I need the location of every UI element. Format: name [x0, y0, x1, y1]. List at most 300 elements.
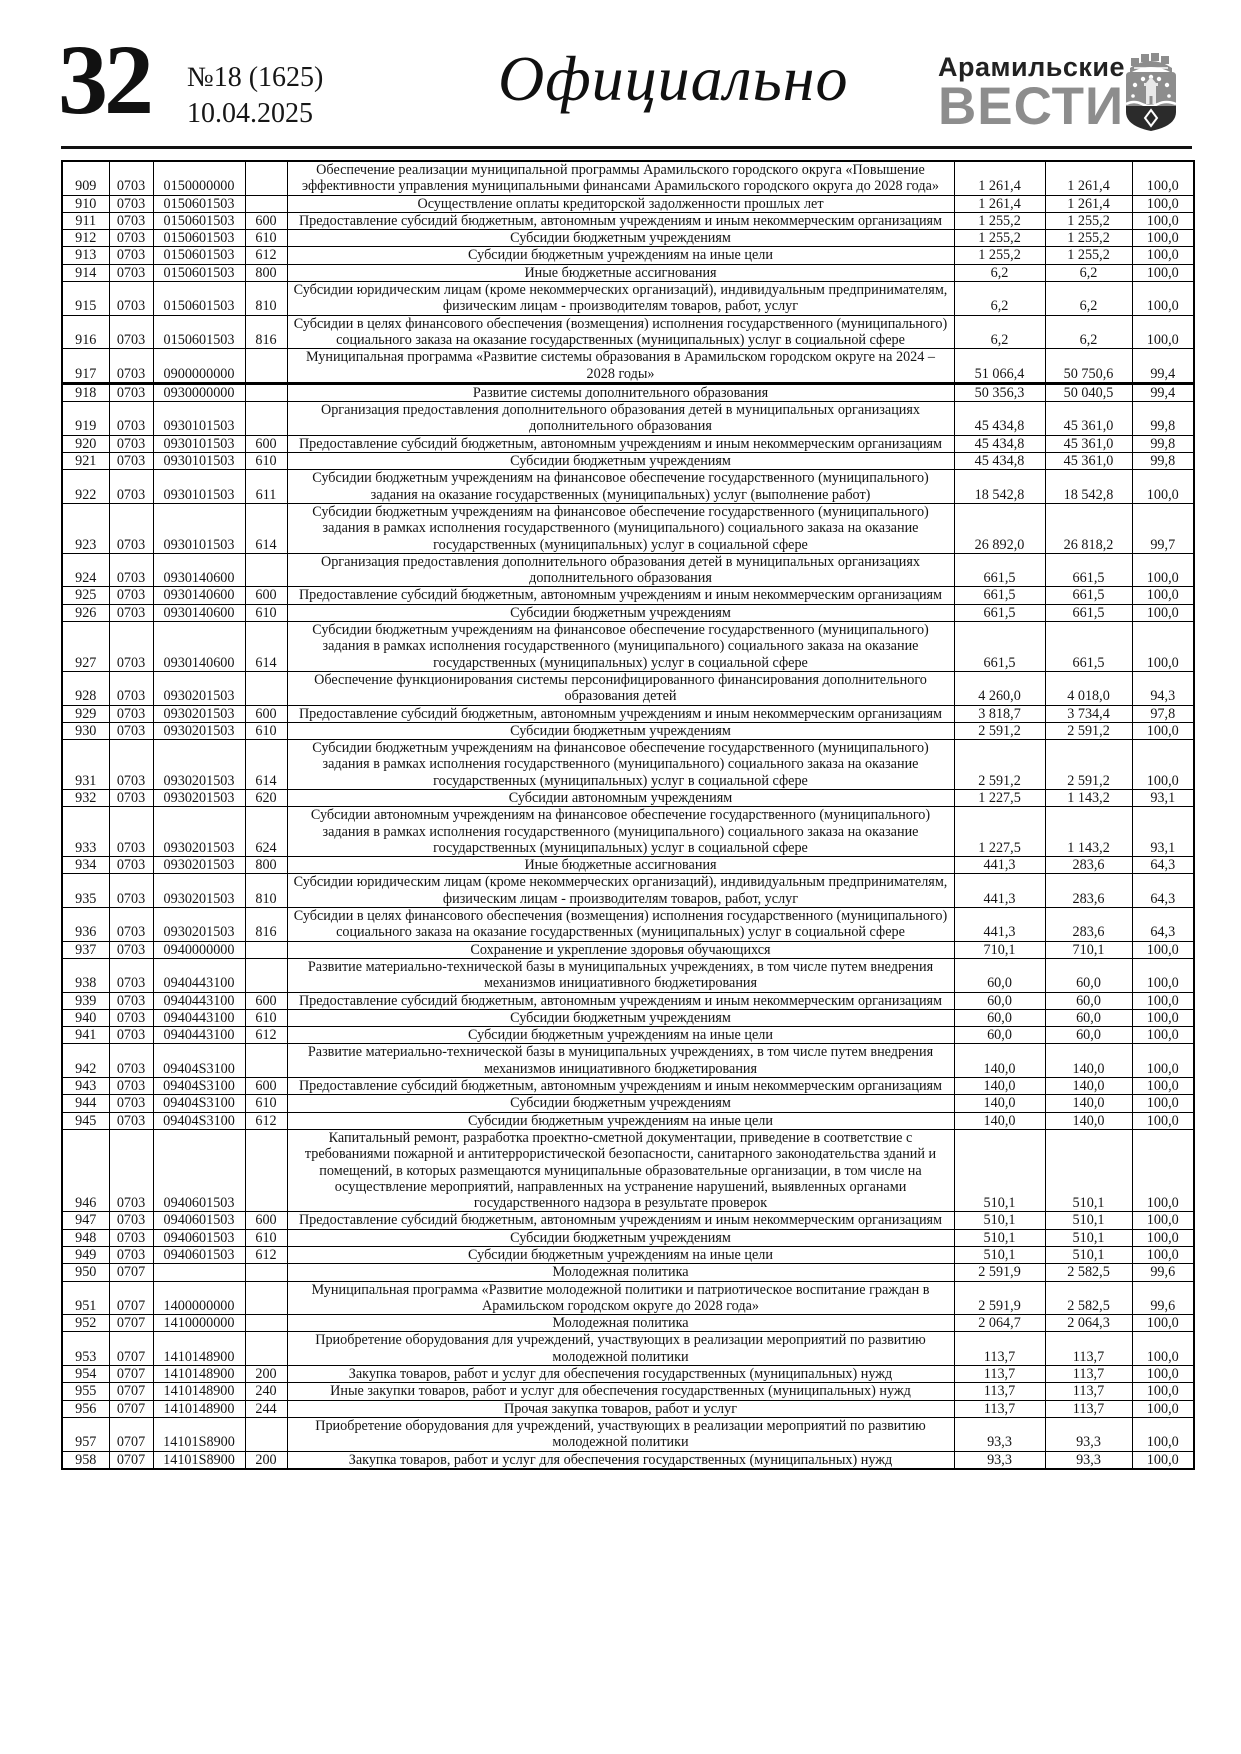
table-row	[62, 402, 1194, 436]
cell-executed-amount: 661,5	[1045, 553, 1132, 587]
cell-section-code: 0707	[109, 1451, 153, 1469]
cell-executed-amount: 510,1	[1045, 1129, 1132, 1211]
cell-section-code: 0703	[109, 453, 153, 470]
cell-section-code: 0703	[109, 553, 153, 587]
cell-approved-amount: 93,3	[954, 1417, 1045, 1451]
cell-approved-amount: 661,5	[954, 553, 1045, 587]
cell-approved-amount: 60,0	[954, 958, 1045, 992]
cell-row-number: 924	[62, 553, 109, 587]
cell-name: Муниципальная программа «Развитие системы образования в Арамильском городском округе на 2024 – 2028 годы»	[287, 349, 954, 384]
cell-expense-type-code: 810	[245, 874, 287, 908]
cell-approved-amount: 2 591,9	[954, 1281, 1045, 1315]
cell-name: Субсидии бюджетным учреждениям на финансовое обеспечение государственного (муниципального) задания на оказание государственных (муниципальных) услуг (выполнение работ)	[287, 470, 954, 504]
cell-expense-type-code: 600	[245, 212, 287, 229]
cell-name: Предоставление субсидий бюджетным, автономным учреждениям и иным некоммерческим организациям	[287, 1078, 954, 1095]
cell-name: Субсидии юридическим лицам (кроме некоммерческих организаций), индивидуальным предпринимателям, физическим лицам - производителям товаров, работ, услуг	[287, 282, 954, 316]
cell-target-item-code: 0940443100	[153, 1027, 245, 1044]
cell-target-item-code: 0900000000	[153, 349, 245, 384]
cell-target-item-code: 0940601503	[153, 1247, 245, 1264]
cell-percent: 100,0	[1132, 1417, 1194, 1451]
cell-section-code: 0703	[109, 1112, 153, 1129]
table-row	[62, 908, 1194, 942]
cell-name: Субсидии бюджетным учреждениям	[287, 1095, 954, 1112]
cell-executed-amount: 283,6	[1045, 908, 1132, 942]
cell-name: Субсидии юридическим лицам (кроме некоммерческих организаций), индивидуальным предпринимателям, физическим лицам - производителям товаров, работ, услуг	[287, 874, 954, 908]
table-row	[62, 282, 1194, 316]
cell-percent: 100,0	[1132, 195, 1194, 212]
cell-target-item-code: 1410148900	[153, 1332, 245, 1366]
cell-approved-amount: 510,1	[954, 1247, 1045, 1264]
cell-approved-amount: 2 591,2	[954, 722, 1045, 739]
cell-row-number: 944	[62, 1095, 109, 1112]
cell-name: Молодежная политика	[287, 1315, 954, 1332]
cell-approved-amount: 26 892,0	[954, 503, 1045, 553]
cell-approved-amount: 140,0	[954, 1078, 1045, 1095]
cell-section-code: 0703	[109, 722, 153, 739]
cell-section-code: 0703	[109, 1044, 153, 1078]
cell-executed-amount: 2 582,5	[1045, 1264, 1132, 1281]
cell-target-item-code: 0930101503	[153, 470, 245, 504]
cell-percent: 100,0	[1132, 553, 1194, 587]
cell-percent: 94,3	[1132, 671, 1194, 705]
cell-percent: 100,0	[1132, 1383, 1194, 1400]
table-row	[62, 503, 1194, 553]
cell-executed-amount: 661,5	[1045, 604, 1132, 621]
cell-approved-amount: 113,7	[954, 1383, 1045, 1400]
cell-row-number: 917	[62, 349, 109, 384]
cell-expense-type-code: 624	[245, 807, 287, 857]
cell-percent: 100,0	[1132, 1027, 1194, 1044]
cell-expense-type-code: 600	[245, 992, 287, 1009]
cell-executed-amount: 140,0	[1045, 1078, 1132, 1095]
cell-name: Предоставление субсидий бюджетным, автономным учреждениям и иным некоммерческим организациям	[287, 212, 954, 229]
cell-target-item-code: 0930000000	[153, 383, 245, 401]
cell-section-code: 0703	[109, 503, 153, 553]
cell-approved-amount: 510,1	[954, 1129, 1045, 1211]
cell-approved-amount: 45 434,8	[954, 402, 1045, 436]
cell-section-code: 0703	[109, 1129, 153, 1211]
cell-executed-amount: 1 261,4	[1045, 195, 1132, 212]
table-row	[62, 1281, 1194, 1315]
cell-executed-amount: 60,0	[1045, 958, 1132, 992]
cell-section-code: 0703	[109, 941, 153, 958]
cell-section-code: 0703	[109, 1009, 153, 1026]
cell-section-code: 0703	[109, 908, 153, 942]
cell-name: Субсидии бюджетным учреждениям	[287, 453, 954, 470]
cell-section-code: 0703	[109, 1027, 153, 1044]
cell-expense-type-code: 611	[245, 470, 287, 504]
cell-target-item-code: 0150601503	[153, 195, 245, 212]
cell-section-code: 0703	[109, 604, 153, 621]
cell-approved-amount: 60,0	[954, 1009, 1045, 1026]
cell-expense-type-code: 612	[245, 1112, 287, 1129]
table-row	[62, 1315, 1194, 1332]
cell-target-item-code: 0930201503	[153, 908, 245, 942]
cell-row-number: 912	[62, 230, 109, 247]
cell-approved-amount: 1 261,4	[954, 161, 1045, 195]
cell-approved-amount: 2 591,2	[954, 740, 1045, 790]
cell-target-item-code: 09404S3100	[153, 1078, 245, 1095]
cell-row-number: 934	[62, 857, 109, 874]
cell-name: Обеспечение реализации муниципальной программы Арамильского городского округа «Повышение эффективности управления муниципальными финансами Арамильского городского округа до 2028 года»	[287, 161, 954, 195]
cell-executed-amount: 50 040,5	[1045, 383, 1132, 401]
cell-percent: 64,3	[1132, 857, 1194, 874]
cell-row-number: 943	[62, 1078, 109, 1095]
cell-approved-amount: 1 255,2	[954, 230, 1045, 247]
cell-row-number: 950	[62, 1264, 109, 1281]
cell-executed-amount: 45 361,0	[1045, 402, 1132, 436]
cell-percent: 100,0	[1132, 604, 1194, 621]
masthead-top-text: Арамильские	[938, 52, 1125, 82]
cell-percent: 100,0	[1132, 315, 1194, 349]
cell-target-item-code: 14101S8900	[153, 1451, 245, 1469]
cell-percent: 99,8	[1132, 435, 1194, 452]
cell-executed-amount: 1 143,2	[1045, 789, 1132, 806]
cell-approved-amount: 661,5	[954, 604, 1045, 621]
cell-target-item-code: 0150601503	[153, 282, 245, 316]
table-row	[62, 1451, 1194, 1469]
cell-expense-type-code	[245, 1417, 287, 1451]
table-row	[62, 722, 1194, 739]
cell-name: Обеспечение функционирования системы персонифицированного финансирования дополнительного образования детей	[287, 671, 954, 705]
cell-section-code: 0703	[109, 470, 153, 504]
cell-name: Молодежная политика	[287, 1264, 954, 1281]
table-row	[62, 453, 1194, 470]
cell-expense-type-code: 610	[245, 230, 287, 247]
table-row	[62, 247, 1194, 264]
cell-target-item-code	[153, 1264, 245, 1281]
cell-section-code: 0703	[109, 1247, 153, 1264]
cell-row-number: 915	[62, 282, 109, 316]
cell-section-code: 0707	[109, 1366, 153, 1383]
cell-name: Субсидии бюджетным учреждениям на финансовое обеспечение государственного (муниципального) задания в рамках исполнения государственного (муниципального) социального заказа на оказание государственных (муниципальных) услуг в социальной сфере	[287, 622, 954, 672]
cell-executed-amount: 1 255,2	[1045, 212, 1132, 229]
cell-executed-amount: 4 018,0	[1045, 671, 1132, 705]
cell-expense-type-code	[245, 383, 287, 401]
cell-section-code: 0707	[109, 1264, 153, 1281]
cell-section-code: 0703	[109, 195, 153, 212]
cell-name: Иные закупки товаров, работ и услуг для обеспечения государственных (муниципальных) нужд	[287, 1383, 954, 1400]
cell-row-number: 937	[62, 941, 109, 958]
cell-approved-amount: 1 255,2	[954, 247, 1045, 264]
cell-percent: 100,0	[1132, 247, 1194, 264]
cell-section-code: 0707	[109, 1332, 153, 1366]
cell-executed-amount: 510,1	[1045, 1247, 1132, 1264]
cell-expense-type-code: 244	[245, 1400, 287, 1417]
cell-name: Организация предоставления дополнительного образования детей в муниципальных организациях дополнительного образования	[287, 402, 954, 436]
cell-target-item-code: 0940601503	[153, 1129, 245, 1211]
table-row	[62, 383, 1194, 401]
cell-section-code: 0703	[109, 874, 153, 908]
cell-target-item-code: 0940000000	[153, 941, 245, 958]
cell-target-item-code: 0940443100	[153, 958, 245, 992]
table-row	[62, 1027, 1194, 1044]
cell-section-code: 0703	[109, 402, 153, 436]
cell-row-number: 932	[62, 789, 109, 806]
cell-target-item-code: 09404S3100	[153, 1112, 245, 1129]
cell-name: Иные бюджетные ассигнования	[287, 264, 954, 281]
cell-row-number: 909	[62, 161, 109, 195]
cell-row-number: 946	[62, 1129, 109, 1211]
cell-approved-amount: 6,2	[954, 264, 1045, 281]
cell-executed-amount: 1 261,4	[1045, 161, 1132, 195]
cell-name: Развитие материально-технической базы в муниципальных учреждениях, в том числе путем внедрения механизмов инициативного бюджетирования	[287, 1044, 954, 1078]
cell-percent: 100,0	[1132, 1044, 1194, 1078]
cell-approved-amount: 140,0	[954, 1044, 1045, 1078]
cell-name: Развитие системы дополнительного образования	[287, 383, 954, 401]
cell-section-code: 0707	[109, 1315, 153, 1332]
cell-approved-amount: 18 542,8	[954, 470, 1045, 504]
cell-approved-amount: 661,5	[954, 622, 1045, 672]
cell-percent: 100,0	[1132, 722, 1194, 739]
cell-executed-amount: 1 143,2	[1045, 807, 1132, 857]
cell-approved-amount: 1 255,2	[954, 212, 1045, 229]
cell-row-number: 913	[62, 247, 109, 264]
cell-expense-type-code: 810	[245, 282, 287, 316]
cell-percent: 100,0	[1132, 958, 1194, 992]
cell-row-number: 935	[62, 874, 109, 908]
table-row	[62, 604, 1194, 621]
cell-row-number: 910	[62, 195, 109, 212]
cell-target-item-code: 0930140600	[153, 553, 245, 587]
cell-name: Приобретение оборудования для учреждений, участвующих в реализации мероприятий по развитию молодежной политики	[287, 1332, 954, 1366]
table-row	[62, 1247, 1194, 1264]
cell-expense-type-code: 610	[245, 453, 287, 470]
cell-target-item-code: 0930101503	[153, 402, 245, 436]
cell-row-number: 948	[62, 1229, 109, 1246]
table-row	[62, 1095, 1194, 1112]
table-row	[62, 1212, 1194, 1229]
cell-target-item-code: 0930201503	[153, 740, 245, 790]
cell-percent: 100,0	[1132, 941, 1194, 958]
cell-target-item-code: 0940601503	[153, 1212, 245, 1229]
page-number: 32	[58, 24, 150, 135]
cell-row-number: 955	[62, 1383, 109, 1400]
table-row	[62, 807, 1194, 857]
cell-target-item-code: 0930101503	[153, 503, 245, 553]
cell-name: Субсидии бюджетным учреждениям	[287, 1009, 954, 1026]
cell-percent: 100,0	[1132, 587, 1194, 604]
cell-executed-amount: 113,7	[1045, 1383, 1132, 1400]
cell-executed-amount: 3 734,4	[1045, 705, 1132, 722]
cell-section-code: 0703	[109, 789, 153, 806]
cell-approved-amount: 2 591,9	[954, 1264, 1045, 1281]
cell-name: Субсидии автономным учреждениям	[287, 789, 954, 806]
cell-percent: 99,4	[1132, 349, 1194, 384]
cell-executed-amount: 60,0	[1045, 1027, 1132, 1044]
table-row	[62, 587, 1194, 604]
cell-percent: 100,0	[1132, 1229, 1194, 1246]
table-row	[62, 1229, 1194, 1246]
cell-executed-amount: 1 255,2	[1045, 230, 1132, 247]
cell-executed-amount: 26 818,2	[1045, 503, 1132, 553]
cell-name: Закупка товаров, работ и услуг для обеспечения государственных (муниципальных) нужд	[287, 1451, 954, 1469]
cell-approved-amount: 113,7	[954, 1400, 1045, 1417]
section-title: Официально	[498, 43, 849, 114]
cell-approved-amount: 60,0	[954, 992, 1045, 1009]
cell-expense-type-code	[245, 958, 287, 992]
table-row	[62, 315, 1194, 349]
cell-row-number: 939	[62, 992, 109, 1009]
cell-expense-type-code: 614	[245, 740, 287, 790]
cell-section-code: 0703	[109, 1095, 153, 1112]
cell-approved-amount: 6,2	[954, 282, 1045, 316]
budget-table	[61, 160, 1195, 1470]
cell-target-item-code: 1410148900	[153, 1383, 245, 1400]
cell-target-item-code: 09404S3100	[153, 1095, 245, 1112]
cell-approved-amount: 6,2	[954, 315, 1045, 349]
cell-expense-type-code: 610	[245, 1095, 287, 1112]
cell-expense-type-code: 816	[245, 315, 287, 349]
cell-approved-amount: 441,3	[954, 908, 1045, 942]
cell-expense-type-code: 614	[245, 503, 287, 553]
cell-expense-type-code: 240	[245, 1383, 287, 1400]
cell-name: Приобретение оборудования для учреждений, участвующих в реализации мероприятий по развитию молодежной политики	[287, 1417, 954, 1451]
cell-target-item-code: 1410000000	[153, 1315, 245, 1332]
cell-percent: 100,0	[1132, 1451, 1194, 1469]
table-row	[62, 470, 1194, 504]
cell-approved-amount: 60,0	[954, 1027, 1045, 1044]
table-row	[62, 1129, 1194, 1211]
cell-target-item-code: 1410148900	[153, 1400, 245, 1417]
cell-target-item-code: 0150601503	[153, 212, 245, 229]
cell-row-number: 918	[62, 383, 109, 401]
cell-row-number: 920	[62, 435, 109, 452]
cell-row-number: 922	[62, 470, 109, 504]
cell-row-number: 919	[62, 402, 109, 436]
cell-target-item-code: 0930201503	[153, 722, 245, 739]
cell-percent: 100,0	[1132, 282, 1194, 316]
cell-percent: 99,7	[1132, 503, 1194, 553]
cell-section-code: 0707	[109, 1400, 153, 1417]
cell-row-number: 927	[62, 622, 109, 672]
cell-percent: 100,0	[1132, 1332, 1194, 1366]
table-row	[62, 1383, 1194, 1400]
cell-target-item-code: 0930140600	[153, 622, 245, 672]
cell-name: Предоставление субсидий бюджетным, автономным учреждениям и иным некоммерческим организациям	[287, 587, 954, 604]
cell-target-item-code: 0930140600	[153, 587, 245, 604]
cell-expense-type-code: 800	[245, 857, 287, 874]
cell-section-code: 0703	[109, 315, 153, 349]
cell-approved-amount: 2 064,7	[954, 1315, 1045, 1332]
cell-percent: 99,4	[1132, 383, 1194, 401]
cell-approved-amount: 1 227,5	[954, 789, 1045, 806]
masthead-bottom-text: ВЕСТИ	[938, 77, 1125, 136]
cell-name: Иные бюджетные ассигнования	[287, 857, 954, 874]
cell-row-number: 931	[62, 740, 109, 790]
cell-row-number: 947	[62, 1212, 109, 1229]
cell-approved-amount: 1 227,5	[954, 807, 1045, 857]
cell-expense-type-code	[245, 1281, 287, 1315]
cell-name: Субсидии бюджетным учреждениям на финансовое обеспечение государственного (муниципального) задания в рамках исполнения государственного (муниципального) социального заказа на оказание государственных (муниципальных) услуг в социальной сфере	[287, 503, 954, 553]
table-row	[62, 349, 1194, 384]
cell-executed-amount: 283,6	[1045, 874, 1132, 908]
coat-of-arms-icon	[1122, 48, 1180, 132]
cell-executed-amount: 510,1	[1045, 1229, 1132, 1246]
cell-expense-type-code	[245, 1332, 287, 1366]
cell-section-code: 0703	[109, 992, 153, 1009]
cell-executed-amount: 113,7	[1045, 1400, 1132, 1417]
cell-row-number: 951	[62, 1281, 109, 1315]
cell-target-item-code: 09404S3100	[153, 1044, 245, 1078]
cell-name: Предоставление субсидий бюджетным, автономным учреждениям и иным некоммерческим организациям	[287, 435, 954, 452]
issue-block	[187, 60, 323, 132]
cell-name: Прочая закупка товаров, работ и услуг	[287, 1400, 954, 1417]
cell-section-code: 0703	[109, 435, 153, 452]
cell-expense-type-code: 600	[245, 1212, 287, 1229]
cell-row-number: 921	[62, 453, 109, 470]
cell-approved-amount: 50 356,3	[954, 383, 1045, 401]
table-row	[62, 1044, 1194, 1078]
cell-expense-type-code: 620	[245, 789, 287, 806]
cell-section-code: 0703	[109, 622, 153, 672]
cell-approved-amount: 1 261,4	[954, 195, 1045, 212]
cell-section-code: 0703	[109, 740, 153, 790]
cell-expense-type-code	[245, 1129, 287, 1211]
cell-section-code: 0703	[109, 807, 153, 857]
cell-row-number: 938	[62, 958, 109, 992]
cell-row-number: 957	[62, 1417, 109, 1451]
cell-percent: 100,0	[1132, 1112, 1194, 1129]
cell-target-item-code: 1400000000	[153, 1281, 245, 1315]
cell-approved-amount: 4 260,0	[954, 671, 1045, 705]
cell-row-number: 952	[62, 1315, 109, 1332]
cell-approved-amount: 710,1	[954, 941, 1045, 958]
cell-executed-amount: 140,0	[1045, 1112, 1132, 1129]
table-row	[62, 1400, 1194, 1417]
cell-expense-type-code: 200	[245, 1366, 287, 1383]
cell-executed-amount: 283,6	[1045, 857, 1132, 874]
cell-expense-type-code	[245, 941, 287, 958]
cell-name: Закупка товаров, работ и услуг для обеспечения государственных (муниципальных) нужд	[287, 1366, 954, 1383]
cell-percent: 100,0	[1132, 992, 1194, 1009]
cell-percent: 100,0	[1132, 1315, 1194, 1332]
cell-expense-type-code: 612	[245, 1027, 287, 1044]
cell-section-code: 0703	[109, 857, 153, 874]
table-row	[62, 1078, 1194, 1095]
cell-executed-amount: 50 750,6	[1045, 349, 1132, 384]
cell-name: Осуществление оплаты кредиторской задолженности прошлых лет	[287, 195, 954, 212]
cell-approved-amount: 510,1	[954, 1229, 1045, 1246]
cell-expense-type-code: 200	[245, 1451, 287, 1469]
cell-row-number: 942	[62, 1044, 109, 1078]
cell-row-number: 933	[62, 807, 109, 857]
cell-name: Субсидии бюджетным учреждениям	[287, 604, 954, 621]
table-row	[62, 553, 1194, 587]
cell-percent: 93,1	[1132, 789, 1194, 806]
cell-expense-type-code	[245, 553, 287, 587]
cell-percent: 100,0	[1132, 1078, 1194, 1095]
table-row	[62, 1112, 1194, 1129]
cell-expense-type-code: 614	[245, 622, 287, 672]
cell-executed-amount: 2 591,2	[1045, 722, 1132, 739]
cell-section-code: 0703	[109, 383, 153, 401]
cell-expense-type-code	[245, 671, 287, 705]
cell-executed-amount: 6,2	[1045, 264, 1132, 281]
masthead-logo	[938, 52, 1125, 136]
issue-number: №18 (1625)	[187, 62, 324, 93]
cell-target-item-code: 0930201503	[153, 705, 245, 722]
cell-expense-type-code	[245, 402, 287, 436]
table-row	[62, 212, 1194, 229]
cell-executed-amount: 661,5	[1045, 622, 1132, 672]
cell-expense-type-code: 800	[245, 264, 287, 281]
cell-name: Субсидии бюджетным учреждениям	[287, 230, 954, 247]
cell-executed-amount: 18 542,8	[1045, 470, 1132, 504]
cell-target-item-code: 0150601503	[153, 315, 245, 349]
cell-row-number: 954	[62, 1366, 109, 1383]
table-row	[62, 435, 1194, 452]
